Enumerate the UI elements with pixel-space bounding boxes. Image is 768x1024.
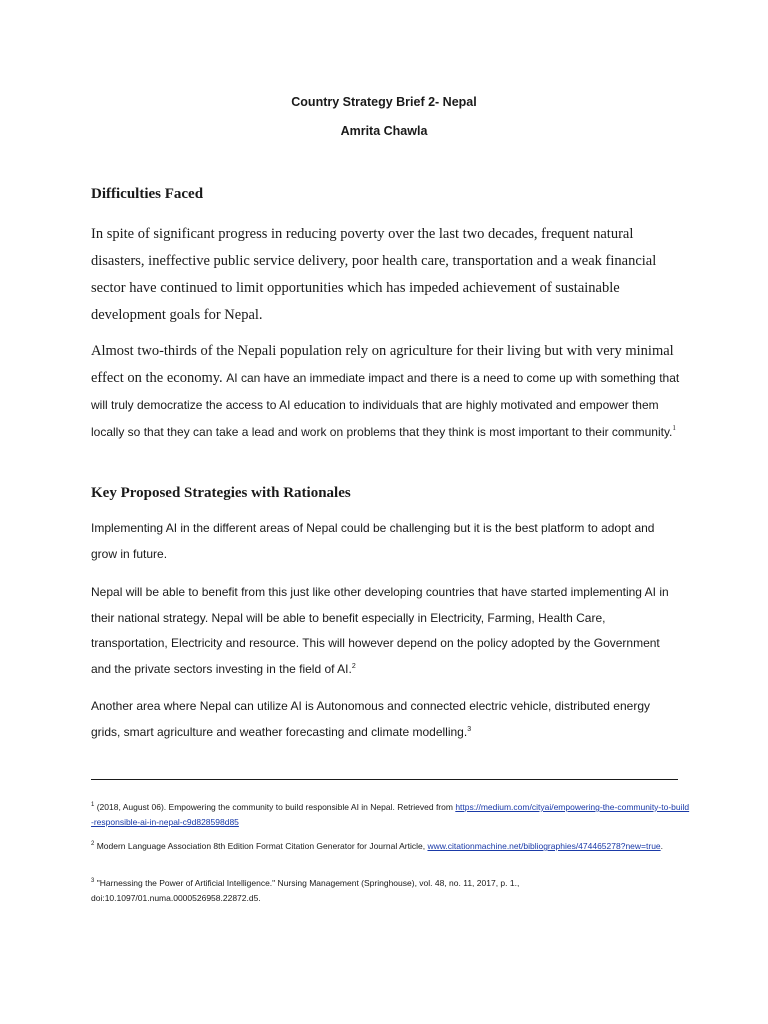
paragraph-text: Nepal will be able to benefit from this just like other developing countries that have started implementing AI in their national strategy. Nepal will be able to benefit especially in Electricity, Farming, Health Care, transportation, Electricity and resource. This will however depend on the policy adopted by the Government and the private sectors investing in the field of AI. bbox=[91, 585, 669, 676]
footnote-link[interactable]: https://medium.com/cityai/empowering-the-community-to-build-responsible-ai-in-nepal-c9d828598d85 bbox=[91, 802, 690, 827]
paragraph-strategies-3 bbox=[91, 694, 681, 745]
footnote-2 bbox=[91, 839, 691, 854]
paragraph-difficulties-2 bbox=[91, 338, 681, 446]
footnote-mark: 3 bbox=[91, 878, 95, 885]
footnote-tail: . bbox=[660, 841, 664, 851]
paragraph-difficulties-1: In spite of significant progress in reducing poverty over the last two decades, frequent natural disasters, ineffective public service delivery, poor health care, transportation and a weak financial sector have continued to limit opportunities which has impeded achievement of sustainable development goals for Nepal. bbox=[91, 226, 657, 323]
paragraph-serif-segment: Almost two-thirds of the Nepali population rely on agriculture for their living but with very minimal effect on the economy. bbox=[91, 343, 674, 386]
paragraph-text: Another area where Nepal can utilize AI is Autonomous and connected electric vehicle, distributed energy grids, smart agriculture and weather forecasting and climate modelling. bbox=[91, 699, 650, 739]
footnote-separator bbox=[91, 779, 678, 780]
footnote-3 bbox=[91, 876, 691, 906]
footnote-text: Modern Language Association 8th Edition Format Citation Generator for Journal Article, bbox=[94, 841, 428, 851]
footnote-ref-3[interactable]: 3 bbox=[467, 725, 472, 733]
paragraph-strategies-2 bbox=[91, 580, 681, 682]
paragraph-sans-segment: AI can have an immediate impact and there is a need to come up with something that will truly democratize the access to AI education to individuals that are highly motivated and empower them locally so that they can take a lead and work on problems that they think is most important to their community. bbox=[91, 371, 680, 439]
footnote-ref-2[interactable]: 2 bbox=[351, 662, 356, 670]
paragraph-strategies-1: Implementing AI in the different areas of Nepal could be challenging but it is the best platform to adopt and grow in future. bbox=[91, 521, 655, 561]
section-heading-difficulties: Difficulties Faced bbox=[91, 186, 204, 202]
footnote-text: "Harnessing the Power of Artificial Intelligence." Nursing Management (Springhouse), vol. 48, no. 11, 2017, p. 1., doi:10.1097/01.numa.0000526958.22872.d5. bbox=[91, 878, 520, 903]
footnote-mark: 2 bbox=[91, 841, 95, 848]
document-title: Country Strategy Brief 2- Nepal bbox=[291, 95, 477, 109]
section-heading-strategies: Key Proposed Strategies with Rationales bbox=[91, 485, 351, 501]
document-author: Amrita Chawla bbox=[340, 124, 428, 138]
footnote-ref-1[interactable]: 1 bbox=[672, 424, 676, 433]
footnote-1 bbox=[91, 800, 691, 830]
footnote-mark: 1 bbox=[91, 802, 95, 809]
footnote-link[interactable]: www.citationmachine.net/bibliographies/474465278?new=true bbox=[427, 841, 661, 851]
footnote-text: (2018, August 06). Empowering the community to build responsible AI in Nepal. Retrieved from bbox=[94, 802, 456, 812]
